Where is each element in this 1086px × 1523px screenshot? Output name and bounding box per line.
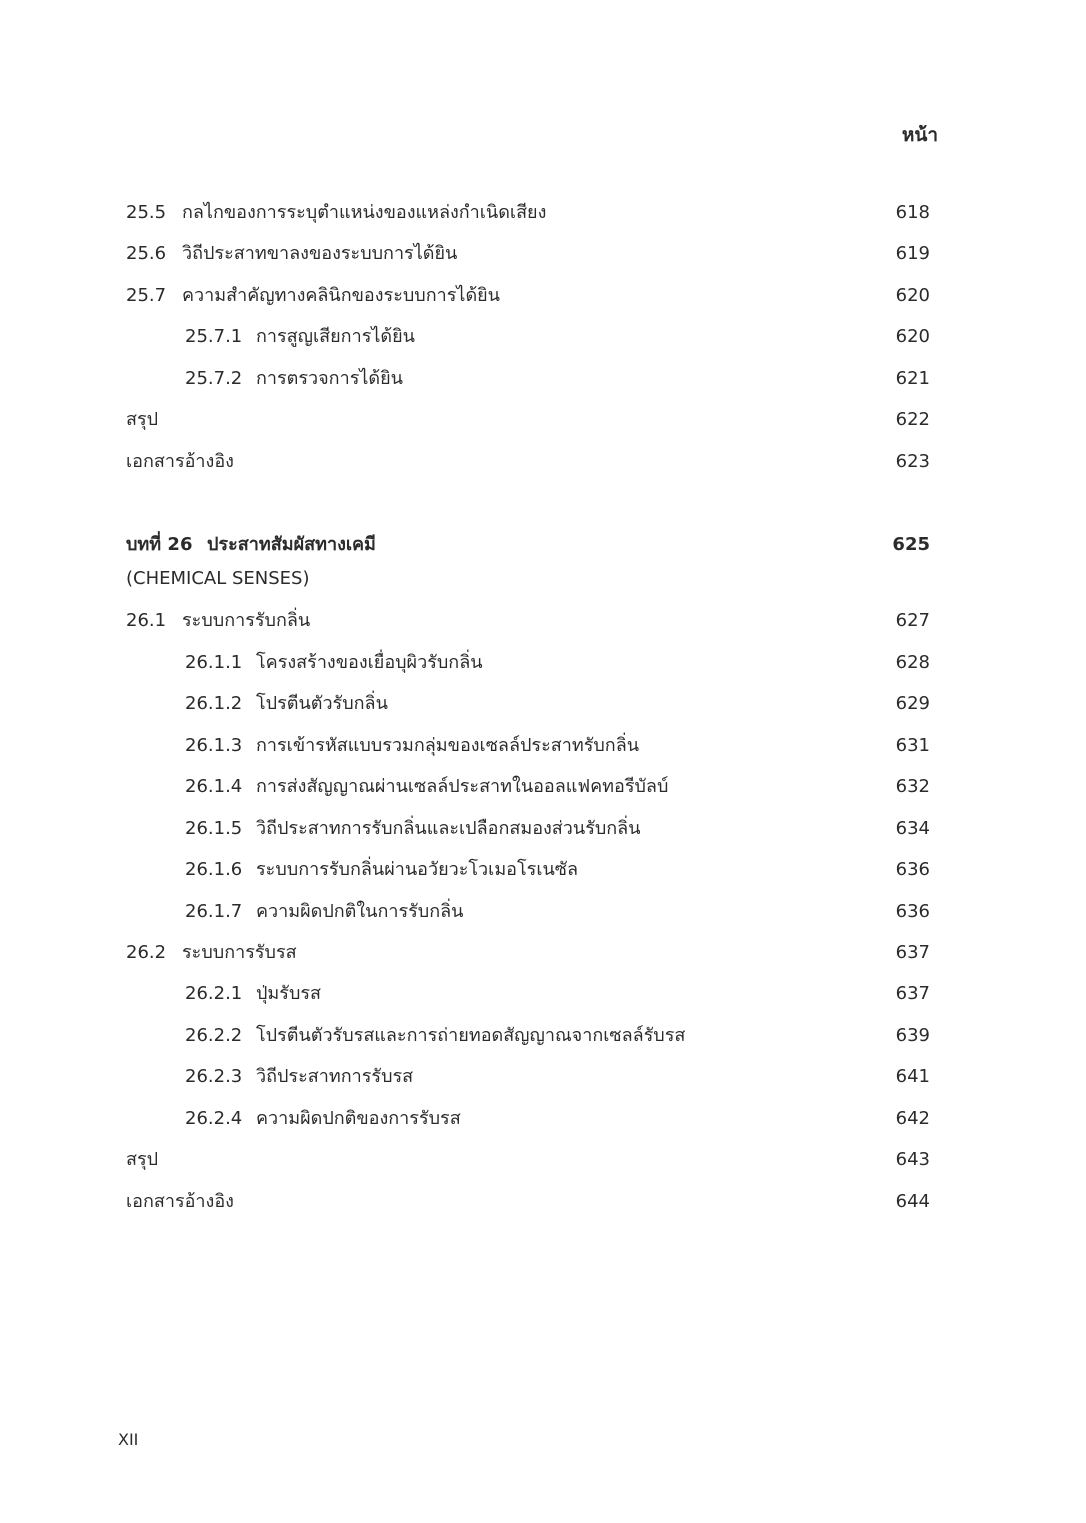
toc-entry-page: 620 xyxy=(895,285,930,306)
toc-entry-title: ความผิดปกติของการรับรส xyxy=(256,1108,461,1129)
toc-entry-title: วิถีประสาทขาลงของระบบการได้ยิน xyxy=(182,243,458,264)
toc-entry-number: 25.5 xyxy=(126,202,167,223)
toc-entry[interactable] xyxy=(126,734,930,758)
toc-entry-number: 25.7 xyxy=(126,285,167,306)
toc-chapter-heading[interactable] xyxy=(126,533,930,557)
toc-entry-number: 26.2.4 xyxy=(185,1108,243,1129)
toc-entry-number: 26.1.6 xyxy=(185,859,243,880)
toc-entry-page: 636 xyxy=(895,859,930,880)
toc-entry[interactable] xyxy=(126,284,930,308)
toc-entry[interactable] xyxy=(126,982,930,1006)
toc-entry-page: 641 xyxy=(895,1066,930,1087)
chapter-title: ประสาทสัมผัสทางเคมี xyxy=(207,534,376,555)
toc-entry-references[interactable] xyxy=(126,450,930,474)
toc-entry-page: 620 xyxy=(895,326,930,347)
toc-entry-page: 618 xyxy=(895,202,930,223)
toc-entry-title: สรุป xyxy=(126,1149,159,1170)
toc-entry-number: 25.7.2 xyxy=(185,368,243,389)
toc-entry[interactable] xyxy=(126,900,930,924)
toc-entry[interactable] xyxy=(126,817,930,841)
toc-entry-title: ระบบการรับกลิ่นผ่านอวัยวะโวเมอโรเนซัล xyxy=(256,859,579,880)
toc-entry-title: การสูญเสียการได้ยิน xyxy=(256,326,415,347)
toc-entry-title: เอกสารอ้างอิง xyxy=(126,451,234,472)
toc-entry-page: 643 xyxy=(895,1149,930,1170)
toc-entry-title: ปุ่มรับรส xyxy=(256,983,322,1004)
toc-entry-number: 25.6 xyxy=(126,243,167,264)
toc-entry-title: ระบบการรับกลิ่น xyxy=(182,610,311,631)
toc-entry-page: 623 xyxy=(895,451,930,472)
toc-entry[interactable] xyxy=(126,941,930,965)
toc-entry-title: ระบบการรับรส xyxy=(182,942,297,963)
toc-entry[interactable] xyxy=(126,651,930,675)
page-column-header: หน้า xyxy=(901,124,938,146)
toc-entry-summary[interactable] xyxy=(126,1148,930,1172)
toc-entry-number: 26.1.3 xyxy=(185,735,243,756)
chapter-page: 625 xyxy=(892,534,930,555)
toc-entry-title: สรุป xyxy=(126,409,159,430)
toc-entry-title: กลไกของการระบุตำแหน่งของแหล่งกำเนิดเสียง xyxy=(182,202,547,223)
toc-entry-number: 26.1.7 xyxy=(185,901,243,922)
toc-entry-page: 634 xyxy=(895,818,930,839)
toc-entry-title: เอกสารอ้างอิง xyxy=(126,1191,234,1212)
toc-entry[interactable] xyxy=(126,325,930,349)
toc-entry-title: วิถีประสาทการรับกลิ่นและเปลือกสมองส่วนรับกลิ่น xyxy=(256,818,641,839)
toc-entry-number: 26.1.5 xyxy=(185,818,243,839)
toc-entry-number: 26.1.2 xyxy=(185,693,243,714)
toc-entry-page: 632 xyxy=(895,776,930,797)
toc-entry-number: 25.7.1 xyxy=(185,326,243,347)
toc-entry[interactable] xyxy=(126,609,930,633)
toc-entry-page: 619 xyxy=(895,243,930,264)
toc-entry-title: โปรตีนตัวรับรสและการถ่ายทอดสัญญาณจากเซลล์รับรส xyxy=(256,1025,686,1046)
toc-entry[interactable] xyxy=(126,201,930,225)
toc-entry-summary[interactable] xyxy=(126,408,930,432)
toc-entry-page: 628 xyxy=(895,652,930,673)
toc-entry[interactable] xyxy=(126,858,930,882)
toc-entry-page: 636 xyxy=(895,901,930,922)
toc-entry[interactable] xyxy=(126,1024,930,1048)
toc-entry-number: 26.2.2 xyxy=(185,1025,243,1046)
toc-chapter-subtitle xyxy=(126,567,930,591)
toc-entry-title: โครงสร้างของเยื่อบุผิวรับกลิ่น xyxy=(256,652,483,673)
toc-entry-page: 644 xyxy=(895,1191,930,1212)
toc-entry-title: วิถีประสาทการรับรส xyxy=(256,1066,414,1087)
toc-entry-number: 26.2.1 xyxy=(185,983,243,1004)
page-number: XII xyxy=(118,1430,139,1449)
toc-entry-title: ความผิดปกติในการรับกลิ่น xyxy=(256,901,464,922)
toc-entry-page: 639 xyxy=(895,1025,930,1046)
toc-entry[interactable] xyxy=(126,775,930,799)
toc-entry-title: ความสำคัญทางคลินิกของระบบการได้ยิน xyxy=(182,285,500,306)
toc-entry[interactable] xyxy=(126,242,930,266)
toc-entry[interactable] xyxy=(126,1107,930,1131)
toc-entry-number: 26.2 xyxy=(126,942,167,963)
toc-entry-number: 26.1.1 xyxy=(185,652,243,673)
toc-entry-page: 627 xyxy=(895,610,930,631)
toc-entry[interactable] xyxy=(126,692,930,716)
toc-entry-title: การตรวจการได้ยิน xyxy=(256,368,403,389)
chapter-number: บทที่ 26 xyxy=(126,534,193,555)
toc-entry-title: การเข้ารหัสแบบรวมกลุ่มของเซลล์ประสาทรับกลิ่น xyxy=(256,735,640,756)
toc-entry-title: โปรตีนตัวรับกลิ่น xyxy=(256,693,388,714)
toc-entry[interactable] xyxy=(126,367,930,391)
toc-entry-references[interactable] xyxy=(126,1190,930,1214)
toc-entry-page: 621 xyxy=(895,368,930,389)
chapter-subtitle: (CHEMICAL SENSES) xyxy=(126,568,310,589)
toc-entry-number: 26.1 xyxy=(126,610,167,631)
toc-entry-number: 26.1.4 xyxy=(185,776,243,797)
toc-entry[interactable] xyxy=(126,1065,930,1089)
toc-entry-page: 642 xyxy=(895,1108,930,1129)
toc-entry-page: 629 xyxy=(895,693,930,714)
toc-entry-page: 637 xyxy=(895,983,930,1004)
toc-entry-page: 631 xyxy=(895,735,930,756)
toc-entry-page: 637 xyxy=(895,942,930,963)
toc-entry-page: 622 xyxy=(895,409,930,430)
toc-entry-number: 26.2.3 xyxy=(185,1066,243,1087)
toc-entry-title: การส่งสัญญาณผ่านเซลล์ประสาทในออลแฟคทอรีบัลบ์ xyxy=(256,776,669,797)
